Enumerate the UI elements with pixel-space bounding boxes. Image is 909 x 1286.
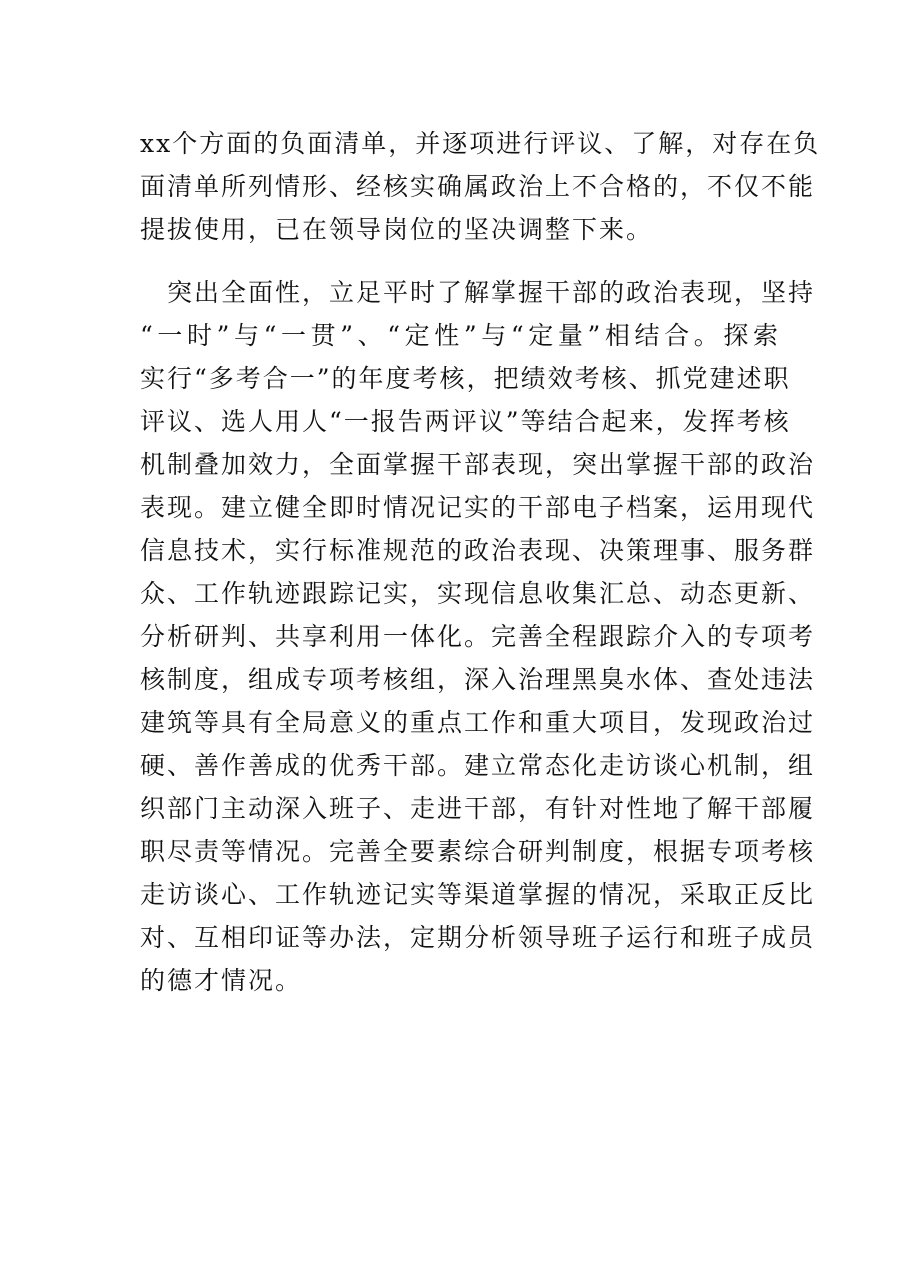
text-line: 众、工作轨迹跟踪记实，实现信息收集汇总、动态更新、 <box>140 579 816 608</box>
text-line: “一时”与“一贯”、“定性”与“定量”相结合。探索 <box>140 321 780 350</box>
text-line: 提拔使用，已在领导岗位的坚决调整下来。 <box>140 215 654 244</box>
text-line: 机制叠加效力，全面掌握干部表现，突出掌握干部的政治 <box>140 450 816 479</box>
text-line: 核制度，组成专项考核组，深入治理黑臭水体、查处违法 <box>140 665 816 694</box>
text-line: 实行“多考合一”的年度考核，把绩效考核、抓党建述职 <box>140 364 791 393</box>
text-line: 的德才情况。 <box>140 966 303 995</box>
text-line: 硬、善作善成的优秀干部。建立常态化走访谈心机制，组 <box>140 751 816 780</box>
document-body <box>140 122 821 1002</box>
text-line: 走访谈心、工作轨迹记实等渠道掌握的情况，采取正反比 <box>140 880 816 909</box>
text-line: 建筑等具有全局意义的重点工作和重大项目，发现政治过 <box>140 708 816 737</box>
text-line: 信息技术，实行标准规范的政治表现、决策理事、服务群 <box>140 536 816 565</box>
text-line: 织部门主动深入班子、走进干部，有针对性地了解干部履 <box>140 794 816 823</box>
text-line: 评议、选人用人“一报告两评议”等结合起来，发挥考核 <box>140 407 791 436</box>
text-line: 分析研判、共享利用一体化。完善全程跟踪介入的专项考 <box>140 622 816 651</box>
text-line: 面清单所列情形、经核实确属政治上不合格的，不仅不能 <box>140 172 816 201</box>
paragraph-2 <box>140 271 816 1002</box>
paragraph-1 <box>140 122 821 251</box>
text-line: 突出全面性，立足平时了解掌握干部的政治表现，坚持 <box>140 278 816 307</box>
text-line: xx个方面的负面清单，并逐项进行评议、了解，对存在负 <box>140 129 821 158</box>
text-line: 职尽责等情况。完善全要素综合研判制度，根据专项考核 <box>140 837 816 866</box>
paragraph-gap <box>140 251 780 271</box>
text-line: 对、互相印证等办法，定期分析领导班子运行和班子成员 <box>140 923 816 952</box>
text-line: 表现。建立健全即时情况记实的干部电子档案，运用现代 <box>140 493 816 522</box>
